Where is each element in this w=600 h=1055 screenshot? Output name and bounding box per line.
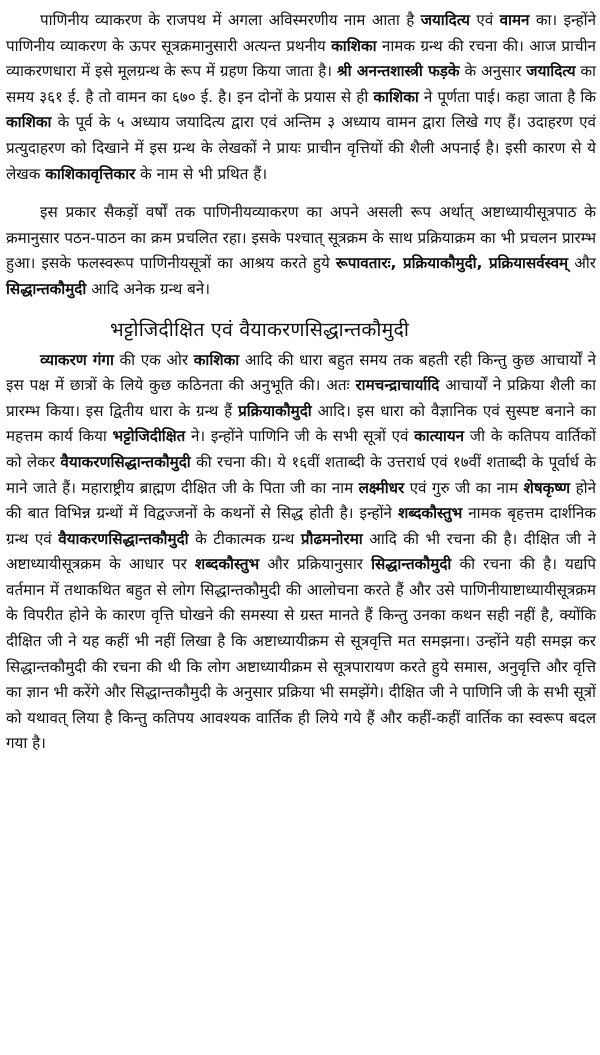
text-run: का समय ३६१ ई. है तो वामन का ६७० ई. है। इन दोनों के प्रयास से ही: [6, 62, 596, 106]
text-run: के नाम से भी प्रथित हैं।: [135, 164, 268, 183]
text-run: की एक ओर: [113, 350, 194, 369]
text-run: के पूर्व के ५ अध्याय जयादित्य द्वारा एवं अन्तिम ३ अध्याय वामन द्वारा लिखे गए हैं। उदाहरण एवं प्रत्युदाहरण को दिखाने में इस ग्रन्थ के लेखकों ने प्रायः प्राचीन वृत्तियों की शैली अपनाई है। इसी कारण से ये लेखक: [6, 113, 596, 183]
bold-term: श्री अनन्तशास्त्री फड़के: [336, 62, 460, 81]
paragraph-gap: [6, 303, 596, 316]
section-heading: भट्टोजिदीक्षित एवं वैयाकरणसिद्धान्तकौमुदी: [110, 317, 410, 341]
bold-term: रूपावतारः, प्रक्रियाकौमुदी, प्रक्रियासर्वस्वम्: [335, 254, 569, 273]
paragraph-prakriya-works: [6, 200, 596, 302]
text-run: का। इन्होंने पाणिनीय व्याकरण के ऊपर सूत्रक्रमानुसारी अत्यन्त प्रथनीय: [6, 11, 597, 55]
bold-term: जयादित्य: [526, 62, 576, 81]
bold-term: सिद्धान्तकौमुदी: [371, 555, 452, 574]
text-run: एवं: [469, 11, 500, 29]
text-run: नामक ग्रन्थ की रचना की। आज प्राचीन व्याकरणधारा में इसे मूलग्रन्थ के रूप में ग्रहण किया जाता है।: [6, 36, 596, 81]
text-run: आदि की धारा बहुत समय तक बहती रही किन्तु कुछ आचार्यों ने इस पक्ष में छात्रों के लिये कुछ कठिनता की अनुभूति की। अतः: [6, 350, 596, 395]
text-run: पाणिनीय व्याकरण के राजपथ में अगला अविस्मरणीय नाम आता है: [40, 11, 421, 29]
text-run: आचार्यों ने प्रक्रिया शैली का प्रारम्भ किया। इस द्वितीय धारा के ग्रन्थ हैं: [6, 376, 597, 420]
bold-term: वामन: [499, 11, 530, 29]
text-run: के टीकात्मक ग्रन्थ: [188, 529, 301, 548]
bold-term: रामचन्द्राचार्यादि: [355, 376, 440, 395]
text-run: और प्रक्रियानुसार: [259, 555, 372, 574]
text-run: के अनुसार: [459, 62, 527, 81]
bold-term: काशिका: [6, 113, 52, 132]
bold-term: काशिका: [193, 350, 240, 369]
bold-term: प्रक्रियाकौमुदी: [238, 401, 312, 420]
text-run: आदि। इस धारा को वैज्ञानिक एवं सुस्पष्ट बनाने का महत्तम कार्य किया: [6, 401, 597, 446]
text-run: ने पूर्णता पाई। कहा जाता है कि: [418, 87, 596, 106]
bold-term: लक्ष्मीधर: [358, 478, 405, 497]
bold-term: जयादित्य: [420, 11, 470, 29]
bold-term: वैयाकरणसिद्धान्तकौमुदी: [58, 529, 189, 548]
text-run: आदि अनेक ग्रन्थ बने।: [86, 279, 210, 298]
bold-term: शेषकृष्ण: [523, 478, 571, 497]
text-run: की रचना की। ये १६वीं शताब्दी के उत्तरार्ध एवं १७वीं शताब्दी के पूर्वार्ध के माने जाते हैं। महाराष्ट्रीय ब्राह्मण दीक्षित जी के पिता जी का नाम: [6, 452, 596, 497]
bold-term: शब्दकौस्तुभ: [397, 504, 463, 523]
text-run: और: [568, 254, 597, 273]
paragraph-kashika: [6, 8, 596, 187]
text-run: नामक बृहत्तम दार्शनिक ग्रन्थ एवं: [6, 504, 596, 548]
bold-term: सिद्धान्तकौमुदी: [6, 279, 87, 298]
text-run: इस प्रकार सैकड़ों वर्षों तक पाणिनीयव्याकरण का अपने असली रूप अर्थात् अष्टाध्यायीसूत्रपाठ के क्रमानुसार पठन-पाठन का क्रम प्रचलित रहा। इसके पश्चात् सूत्रक्रम के साथ प्रक्रियाक्रम का भी प्रचलन प्रारम्भ हुआ। इसके फलस्वरूप पाणिनीयसूत्रों का आश्रय करते हुये: [6, 203, 596, 273]
text-run: आदि की भी रचना की है। दीक्षित जी ने अष्टाध्यायीसूत्रक्रम के आधार पर: [6, 529, 596, 574]
bold-term: काशिका: [331, 36, 377, 55]
text-run: एवं गुरु जी का नाम: [404, 478, 524, 497]
paragraph-bhattoji-dikshita: [6, 348, 596, 758]
text-run: जी के कतिपय वार्तिकों को लेकर: [6, 427, 596, 471]
text-run: ने। इन्होंने पाणिनि जी के सभी सूत्रों एवं: [185, 427, 415, 446]
bold-term: प्रौढमनोरमा: [300, 529, 363, 548]
bold-term: भट्टोजिदीक्षित: [112, 427, 186, 446]
bold-term: कात्यायन: [414, 427, 465, 446]
text-run: होने की बात विभिन्न ग्रन्थों में विद्वज्जनों के कथनों से सिद्ध होती है। इन्होंने: [6, 478, 597, 523]
bold-term: व्याकरण गंगा: [40, 350, 114, 369]
paragraph-gap: [6, 187, 596, 200]
bold-term: शब्दकौस्तुभ: [194, 555, 260, 574]
bold-term: काशिका: [373, 87, 419, 106]
text-run: की रचना की है। यद्यपि वर्तमान में तथाकथित बहुत से लोग सिद्धान्तकौमुदी की आलोचना करते हैं और उसे पाणिनीयाष्टाध्यायीसूत्रक्रम के विपरीत होने के कारण वृत्ति घोखने की समस्या से ग्रस्त मानते हैं किन्तु उनका कथन सही नहीं है, क्योंकि दीक्षित जी ने यह कहीं भी नहीं लिखा है कि अष्टाध्यायीक्रम से सूत्रवृत्ति मत समझना। उन्होंने यही समझ कर सिद्धान्तकौमुदी की रचना की थी कि लोग अष्टाध्यायीक्रम से सूत्रपारायण करते हुये समास, अनुवृत्ति और वृत्ति का ज्ञान भी करेंगे और सिद्धान्तकौमुदी के अनुसार प्रक्रिया भी समझेंगे। दीक्षित जी ने पाणिनि जी के सभी सूत्रों को यथावत् लिया है किन्तु कतिपय आवश्यक वार्तिक ही लिये गये हैं और कहीं-कहीं वार्तिक का स्वरूप बदल गया है।: [6, 555, 596, 753]
bold-term: वैयाकरणसिद्धान्तकौमुदी: [60, 452, 191, 471]
bold-term: काशिकावृत्तिकार: [45, 164, 136, 183]
